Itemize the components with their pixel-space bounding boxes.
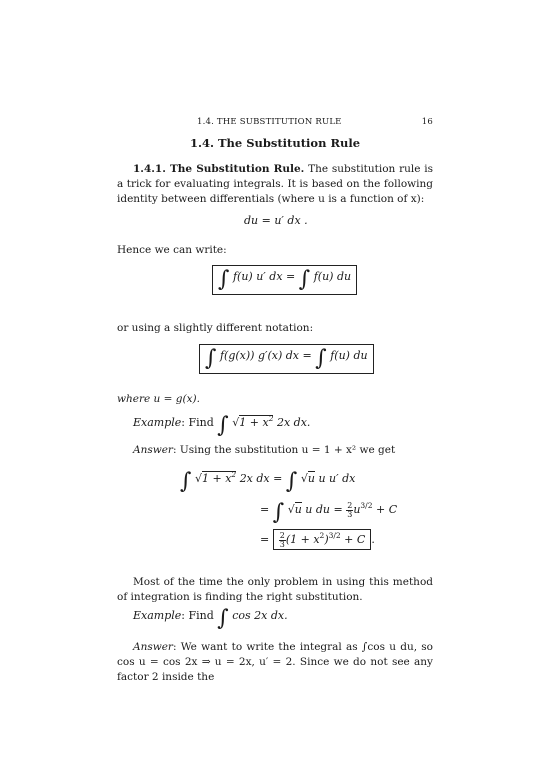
answer-1-text: : Using the substitution u = 1 + x² we get — [172, 444, 396, 456]
answer-1 — [117, 443, 433, 458]
answer-2: Answer: We want to write the integral as ∫cos u du, so cos u = cos 2x ⇒ u = 2x, u′ = 2. Since we do not see any factor 2 inside the — [117, 641, 433, 683]
section-title: 1.4. The Substitution Rule — [189, 136, 361, 150]
fraction-two-thirds: $\frac{2}{3}$ — [347, 500, 353, 519]
integral-sign: ∫ — [217, 413, 229, 438]
box1-right: f(u) du — [313, 270, 352, 283]
example-2: Example: Find ∫ cos 2x dx. — [133, 606, 288, 631]
box1-left: f(u) u′ dx = — [232, 270, 296, 283]
intro-text: The substitution rule is a trick for evaluating integrals. It is based on the following identity between differentials (where u is a function of x): — [117, 163, 433, 205]
subsection-title: 1.4.1. The Substitution Rule. — [133, 163, 305, 175]
derivation-line-2: = ∫ √u u du = $\frac{2}{3}$ $u^{3/2} + C$ — [260, 500, 398, 525]
equation-differential: du = u′ dx . — [244, 214, 308, 227]
boxed-equation-1 — [212, 265, 357, 295]
paragraph-most: Most of the time the only problem in using this method of integration is finding the right substitution. — [117, 576, 433, 603]
integral-sign: ∫ — [298, 267, 311, 292]
final-answer-box: $\frac{2}{3}$ $(1 + x^2)^{3/2} + C$ — [273, 529, 372, 550]
or-text: or using a slightly different notation: — [117, 322, 314, 334]
page-number: 16 — [421, 117, 433, 127]
where-text: where u = g(x). — [117, 393, 200, 405]
integral-sign: ∫ — [315, 346, 327, 371]
paragraph-intro — [117, 162, 433, 207]
box2-right: f(u) du — [330, 349, 368, 362]
example-1-expr: 2x dx. — [276, 416, 311, 429]
integral-sign: ∫ — [272, 500, 285, 525]
answer-label: Answer — [133, 444, 173, 456]
example-label: Example — [133, 416, 182, 429]
boxed-equation-2 — [199, 344, 374, 374]
box2-left: f(g(x)) g′(x) dx = — [219, 349, 312, 362]
example-1 — [133, 414, 310, 437]
derivation-line-3: = $\frac{2}{3}$ $(1 + x^2)^{3/2} + C$ . — [260, 530, 375, 549]
integral-sign: ∫ — [217, 606, 229, 631]
integral-sign: ∫ — [180, 469, 192, 494]
running-head-title: 1.4. THE SUBSTITUTION RULE — [197, 117, 342, 127]
sqrt-expression: $√1 + x^2$ — [232, 414, 274, 429]
integral-sign: ∫ — [205, 346, 217, 371]
hence-text: Hence we can write: — [117, 244, 227, 256]
integral-sign: ∫ — [285, 469, 298, 494]
derivation-line-1: ∫ $√1 + x^2$ 2x dx = ∫ √u u u′ dx — [180, 469, 356, 494]
example-find: : Find — [181, 416, 214, 429]
integral-sign: ∫ — [218, 267, 230, 292]
